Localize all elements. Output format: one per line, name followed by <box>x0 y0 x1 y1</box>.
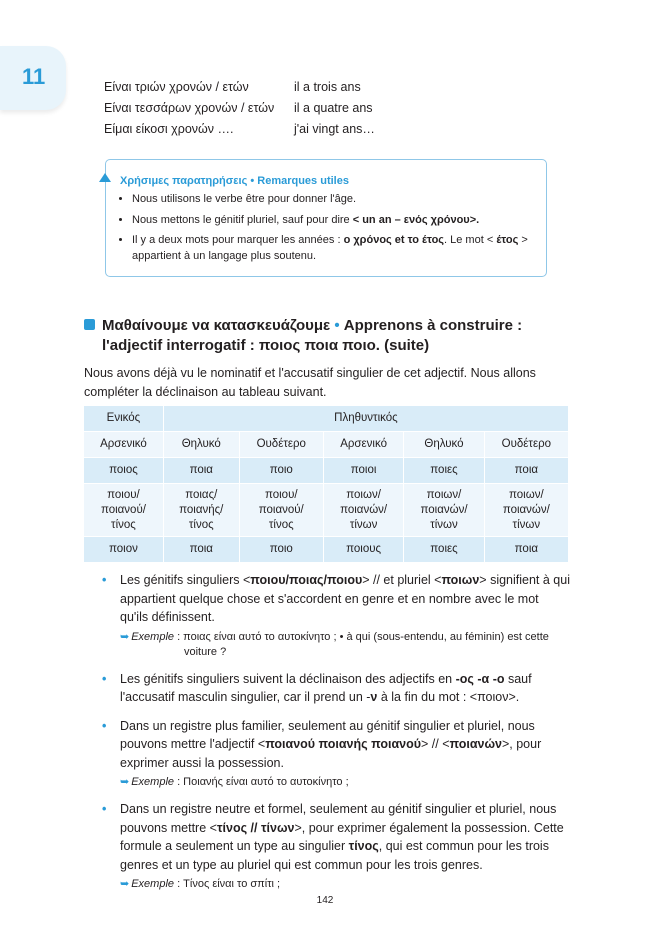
declension-table <box>83 405 569 563</box>
example-label: Exemple <box>131 630 175 643</box>
age-example-french: il a quatre ans <box>294 101 373 115</box>
item-text: > // < <box>421 737 450 751</box>
example-label: Exemple <box>131 776 175 788</box>
remarks-list <box>120 192 532 264</box>
table-cell: ποιον <box>84 537 164 563</box>
remark-text: > appartient à un langage plus soutenu. <box>132 234 528 262</box>
remark-text: Nous mettons le génitif pluriel, sauf pour dire <box>132 213 353 226</box>
arrow-icon: ➥ <box>120 878 130 890</box>
item-text: > // et pluriel < <box>362 573 442 587</box>
item-text: >, pour exprimer aussi la possession. <box>120 737 542 770</box>
gender-cell: Ουδέτερο <box>239 432 323 458</box>
list-item <box>102 717 570 791</box>
cell-line: τίνος <box>268 518 294 531</box>
section-title-greek: Μαθαίνουμε να κατασκευάζουμε <box>102 317 331 334</box>
item-text: Les génitifs singuliers suivent la déclinaison des adjectifs en <box>120 671 456 686</box>
chapter-number: 11 <box>22 64 46 89</box>
item-emphasis: ποιανών <box>449 737 502 751</box>
cell-line: ποιανών/ <box>420 503 468 516</box>
table-row-nominative <box>84 458 569 484</box>
section-intro: Nous avons déjà vu le nominatif et l'accusatif singulier de cet adjectif. Nous allons compléter la déclinaison au tableau suivant. <box>84 366 536 399</box>
item-emphasis: τίνος <box>348 839 379 853</box>
gender-cell: Θηλυκό <box>163 432 239 458</box>
item-emphasis: ποιανού ποιανής ποιανού <box>265 737 421 751</box>
cell-line: τίνος <box>188 518 214 531</box>
table-gender-row <box>84 432 569 458</box>
example <box>120 775 570 790</box>
cell-line: ποιανών/ <box>502 503 550 516</box>
age-example-greek: Είναι τριών χρονών / ετών <box>104 80 249 94</box>
arrow-icon: ➥ <box>120 776 130 788</box>
item-text: >, pour exprimer également la possession. Cette formule a seulement un type au singulier <box>120 820 564 853</box>
item-text: Dans un registre plus familier, seulement au génitif singulier et pluriel, nous pouvons mettre l'adjectif < <box>120 718 535 751</box>
remark-text: Il y a deux mots pour marquer les années : <box>132 234 344 246</box>
item-text: Dans un registre neutre et formel, seulement au génitif singulier et pluriel, nous pouvons mettre < <box>120 802 557 835</box>
list-item <box>102 670 570 707</box>
item-text: à la fin du mot : <ποιον>. <box>377 690 520 704</box>
cell-line: ποιας/ <box>185 488 218 501</box>
header-plural: Πληθυντικός <box>163 406 568 432</box>
table-cell: ποιος <box>84 458 164 484</box>
example-text: : Ποιανής είναι αυτό το αυτοκίνητο ; <box>174 776 349 788</box>
item-emphasis: ποιου/ποιας/ποιου <box>250 573 363 587</box>
bullet-icon: • <box>102 671 107 686</box>
example <box>120 877 570 892</box>
cell-line: ποιανού/ <box>258 503 304 516</box>
triangle-icon <box>99 173 111 182</box>
cell-line: ποιου/ <box>107 488 140 501</box>
item-emphasis: ποιων <box>441 573 480 587</box>
table-cell: ποιο <box>239 537 323 563</box>
cell-line: τίνων <box>512 518 541 531</box>
age-example-greek: Είμαι είκοσι χρονών …. <box>104 122 234 136</box>
page-number: 142 <box>316 895 334 906</box>
item-emphasis: τίνος // τίνων <box>216 820 295 835</box>
header-singular: Ενικός <box>84 406 164 432</box>
table-cell: ποια <box>484 537 568 563</box>
cell-line: ποιων/ <box>426 488 462 501</box>
remark-item <box>132 192 532 208</box>
cell-line: τίνων <box>430 518 458 531</box>
table-row-genitive <box>84 484 569 537</box>
section-subtitle: l'adjectif interrogatif : ποιος ποια ποιο. (suite) <box>102 337 430 354</box>
age-example-row <box>104 77 375 98</box>
table-cell: ποιες <box>404 537 484 563</box>
table-cell <box>484 484 568 537</box>
bullet-icon: • <box>102 573 107 587</box>
table-cell: ποιο <box>239 458 323 484</box>
example-label: Exemple <box>131 878 175 890</box>
remark-emphasis: έτος <box>496 234 519 246</box>
age-example-row <box>104 119 375 140</box>
bullet-icon: • <box>102 718 107 733</box>
cell-line: ποιων/ <box>509 488 544 501</box>
gender-cell: Αρσενικό <box>323 432 403 458</box>
remark-item <box>132 233 532 264</box>
cell-line: ποιανών/ <box>340 503 388 516</box>
remark-text: Nous utilisons le verbe être pour donner l'âge. <box>132 193 357 205</box>
item-text: sauf l'accusatif masculin singulier, car il prend un - <box>120 671 532 704</box>
example-text: : ποιας είναι αυτό το αυτοκίνητο ; <box>174 630 340 643</box>
age-examples <box>104 77 375 140</box>
remarks-title: Χρήσιμες παρατηρήσεις • Remarques utiles <box>120 175 349 187</box>
example-text: • à qui (sous-entendu, au féminin) est cette <box>339 630 549 643</box>
item-text: > signifient à qui appartient quelque chose et s'accordent en genre et en nombre avec le mot qu'ils définissent. <box>120 573 570 624</box>
section-heading <box>84 316 564 356</box>
table-cell: ποια <box>484 458 568 484</box>
table-cell: ποιους <box>323 537 403 563</box>
table-cell: ποιες <box>404 458 484 484</box>
age-example-french: il a trois ans <box>294 80 361 94</box>
item-text: Les génitifs singuliers < <box>120 573 251 587</box>
table-cell <box>84 484 164 537</box>
table-cell: ποια <box>163 537 239 563</box>
item-text: , qui est commun pour les trois genres et un type au pluriel qui est commun pour les trois genres. <box>120 839 549 872</box>
example-text: voiture ? <box>184 645 227 658</box>
table-cell: ποιοι <box>323 458 403 484</box>
table-cell <box>163 484 239 537</box>
cell-line: ποιου/ <box>264 488 298 501</box>
list-item <box>102 571 570 660</box>
gender-cell: Θηλυκό <box>404 432 484 458</box>
example <box>120 630 570 660</box>
list-item <box>102 800 570 892</box>
table-row-accusative <box>84 537 569 563</box>
section-title-separator: • <box>330 317 344 334</box>
age-example-french: j'ai vingt ans… <box>294 122 375 136</box>
gender-cell: Ουδέτερο <box>484 432 568 458</box>
age-example-row <box>104 98 375 119</box>
cell-line: ποιων/ <box>346 488 381 501</box>
explanation-list <box>102 571 570 902</box>
cell-line: τίνος <box>111 518 136 531</box>
remark-emphasis: < un an – ενός χρόνου>. <box>352 213 480 226</box>
remarks-box <box>105 159 547 277</box>
cell-line: ποιανού/ <box>100 503 146 516</box>
table-cell: ποια <box>163 458 239 484</box>
cell-line: τίνων <box>349 518 378 531</box>
table-cell <box>404 484 484 537</box>
table-cell <box>323 484 403 537</box>
table-header-row <box>84 406 569 432</box>
age-example-greek: Είναι τεσσάρων χρονών / ετών <box>104 101 275 115</box>
arrow-icon: ➥ <box>120 630 130 643</box>
table-cell <box>239 484 323 537</box>
gender-cell: Αρσενικό <box>84 432 164 458</box>
item-emphasis: ν <box>370 690 378 704</box>
section-title-french: Apprenons à construire : <box>343 317 523 334</box>
example-text: : Τίνος είναι το σπίτι ; <box>174 878 281 890</box>
remark-item <box>132 213 532 229</box>
item-emphasis: -ος -α -ο <box>455 671 505 686</box>
remark-text: . Le mot < <box>444 234 497 246</box>
bullet-icon: • <box>102 802 107 816</box>
cell-line: ποιανής/ <box>179 503 224 516</box>
remark-emphasis: ο χρόνος et το έτος <box>343 234 445 246</box>
